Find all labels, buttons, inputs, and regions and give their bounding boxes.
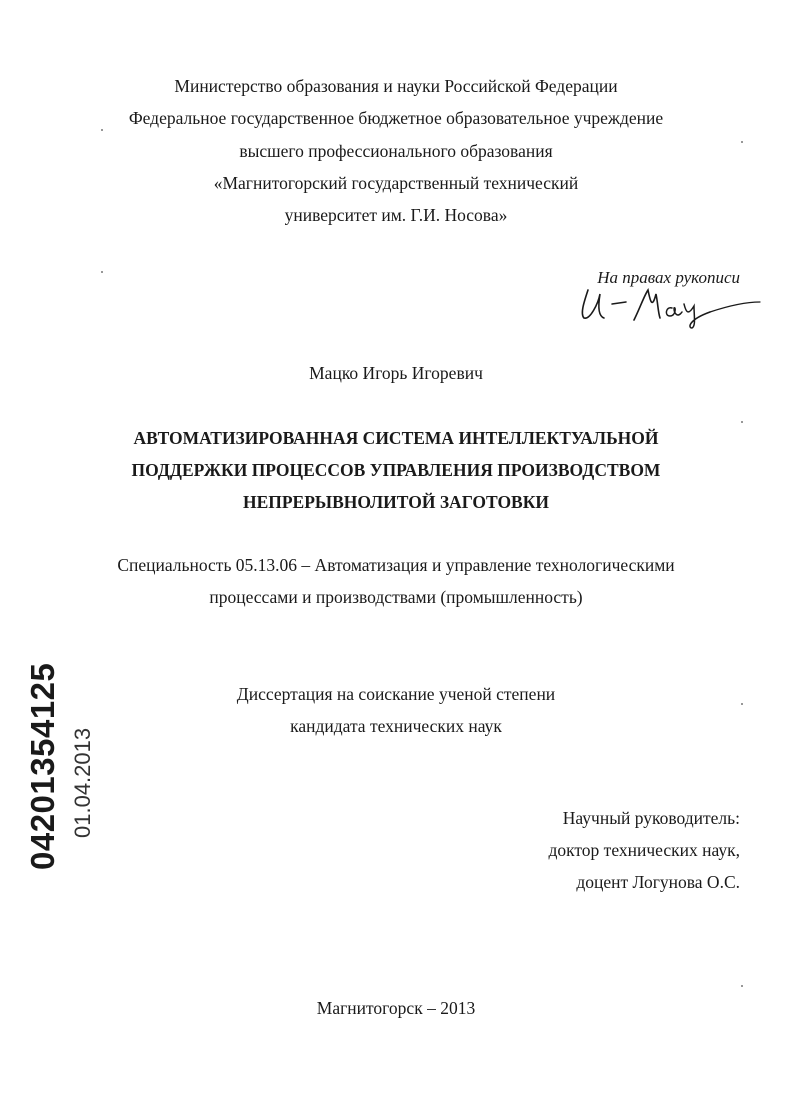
supervisor-degree: доктор технических наук, [548, 840, 740, 860]
ministry-line: Министерство образования и науки Российской Федерации [174, 76, 618, 96]
supervisor-name: доцент Логунова О.С. [576, 872, 740, 892]
degree-line-1: Диссертация на соискание ученой степени [236, 684, 556, 704]
scan-speck [101, 271, 103, 273]
scan-speck [101, 129, 103, 131]
manuscript-note: На правах рукописи [597, 268, 740, 287]
specialty-line-1: Специальность 05.13.06 – Автоматизация и управление технологическими [117, 555, 675, 575]
dissertation-title-line-3: НЕПРЕРЫВНОЛИТОЙ ЗАГОТОВКИ [242, 492, 550, 512]
scan-speck [741, 421, 743, 423]
university-name-line: «Магнитогорский государственный технический [213, 173, 579, 193]
city-year: Магнитогорск – 2013 [316, 998, 476, 1018]
university-name-line-2: университет им. Г.И. Носова» [284, 205, 508, 225]
signature [570, 282, 770, 332]
degree-line-2: кандидата технических наук [290, 716, 502, 736]
author-name: Мацко Игорь Игоревич [309, 363, 483, 383]
stamp-date: 01.04.2013 [70, 727, 95, 838]
dissertation-title-line-2: ПОДДЕРЖКИ ПРОЦЕССОВ УПРАВЛЕНИЯ ПРОИЗВОДСТВОМ [131, 460, 661, 480]
specialty-line-2: процессами и производствами (промышленность) [209, 587, 583, 607]
stamp-number: 04201354125 [24, 662, 61, 870]
supervisor-label: Научный руководитель: [562, 808, 740, 828]
scan-speck [741, 985, 743, 987]
dissertation-title-line-1: АВТОМАТИЗИРОВАННАЯ СИСТЕМА ИНТЕЛЛЕКТУАЛЬНОЙ [133, 428, 659, 448]
education-level-line: высшего профессионального образования [239, 141, 553, 161]
institution-type-line: Федеральное государственное бюджетное образовательное учреждение [128, 108, 664, 128]
scan-speck [741, 703, 743, 705]
scan-speck [741, 141, 743, 143]
